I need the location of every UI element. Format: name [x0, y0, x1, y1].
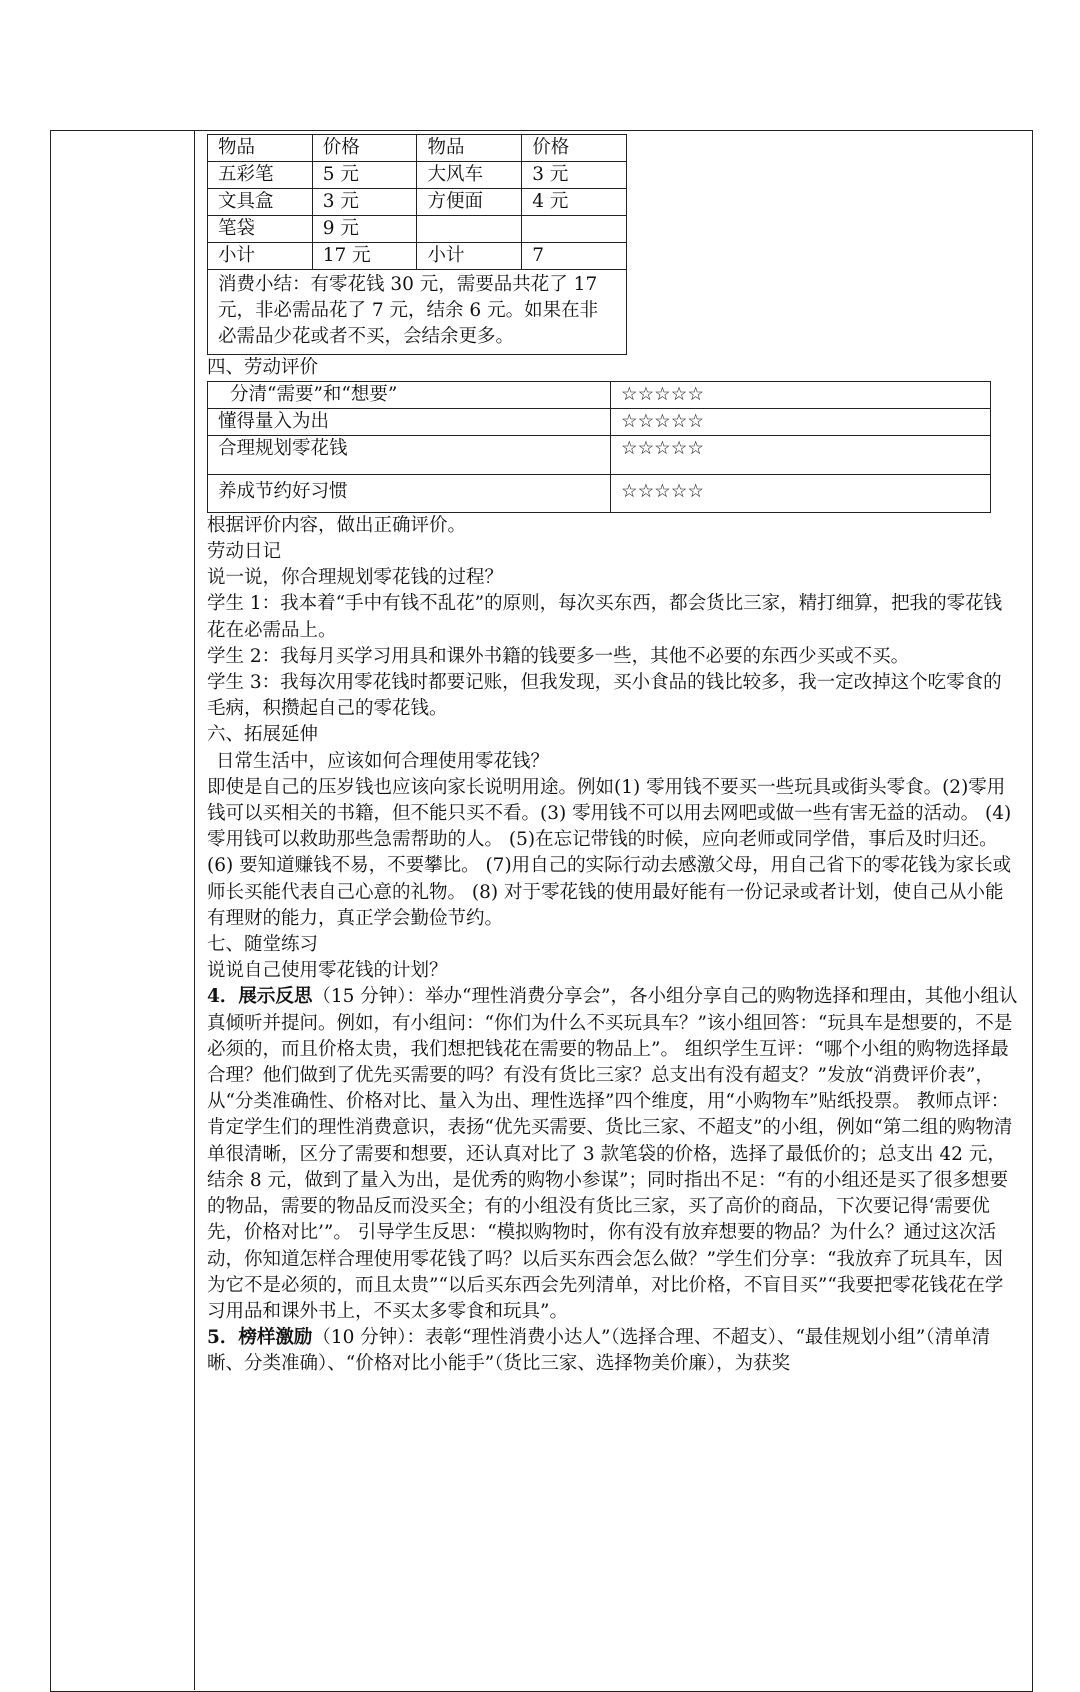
table-cell: 9 元	[312, 216, 417, 243]
eval-stars: ☆☆☆☆☆	[611, 474, 991, 512]
table-cell: 小计	[208, 243, 313, 270]
step-body: 举办“理性消费分享会”，各小组分享自己的购物选择和理由，其他小组认真倾听并提问。例如，有小组问：“你们为什么不买玩具车？”该小组回答：“玩具车是想要的，不是必须的，而且价格太贵，我们想把钱花在需要的物品上”。 组织学生互评：“哪个小组的购物选择最合理？他们做到了优先买需要的吗？有没有货比三家？总支出有没有超支？”发放“消费评价表”，从“分类准确性、价格对比、量入为出、理性选择”四个维度，用“小购物车”贴纸投票。 教师点评：肯定学生们的理性消费意识，表扬“优先买需要、货比三家、不超支”的小组，例如“第二组的购物清单很清晰，区分了需要和想要，还认真对比了 3 款笔袋的价格，选择了最低价的；总支出 42 元，结余 8 元，做到了量入为出，是优秀的购物小参谋”；同时指出不足：“有的小组还是买了很多想要的物品，需要的物品反而没买全；有的小组没有货比三家，买了高价的商品，下次要记得‘需要优先，价格对比’”。 引导学生反思：“模拟购物时，你有没有放弃想要的物品？为什么？通过这次活动，你知道怎样合理使用零花钱了吗？以后买东西会怎么做？”学生们分享：“我放弃了玩具车，因为它不是必须的，而且太贵”“以后买东西会先列清单，对比价格，不盲目买”“我要把零花钱花在学习用品和课外书上，不买太多零食和玩具”。	[207, 986, 1018, 1322]
section-title: 七、随堂练习	[207, 934, 319, 956]
step-time: （10 分钟）：	[312, 1327, 426, 1349]
student-answer: 学生 3：我每次用零花钱时都要记账，但我发现，买小食品的钱比较多，我一定改掉这个吃零食的毛病，积攒起自己的零花钱。	[207, 672, 1002, 720]
step-body: 表彰“理性消费小达人”（选择合理、不超支）、“最佳规划小组”（清单清晰、分类准确）、“价格对比小能手”（货比三家、选择物美价廉），为获奖	[207, 1327, 991, 1375]
lesson-content	[207, 134, 1019, 1378]
table-row	[208, 435, 991, 474]
price-table	[207, 134, 627, 355]
table-row	[208, 189, 627, 216]
student-answer: 学生 2：我每月买学习用具和课外书籍的钱要多一些，其他不必要的东西少买或不买。	[207, 645, 910, 667]
table-cell: 方便面	[417, 189, 522, 216]
table-header: 物品	[208, 135, 313, 162]
table-cell: 17 元	[312, 243, 417, 270]
table-cell: 五彩笔	[208, 162, 313, 189]
table-cell	[522, 216, 627, 243]
section-question: 说说自己使用零花钱的计划？	[207, 960, 448, 982]
eval-stars: ☆☆☆☆☆	[611, 381, 991, 408]
table-row	[208, 162, 627, 189]
section-title: 六、拓展延伸	[207, 724, 319, 746]
section-title: 四、劳动评价	[207, 356, 319, 378]
evaluation-table	[207, 381, 991, 513]
table-row	[208, 243, 627, 270]
table-cell: 3 元	[312, 189, 417, 216]
section-question: 日常生活中，应该如何合理使用零花钱？	[216, 750, 550, 772]
eval-note: 根据评价内容，做出正确评价。	[207, 514, 467, 536]
table-row	[208, 135, 627, 162]
eval-stars: ☆☆☆☆☆	[611, 435, 991, 474]
table-header: 价格	[522, 135, 627, 162]
table-row	[208, 474, 991, 512]
diary-title: 劳动日记	[207, 541, 282, 563]
eval-item: 懂得量入为出	[208, 408, 611, 435]
table-header: 物品	[417, 135, 522, 162]
step-5-paragraph	[207, 1325, 1019, 1377]
table-cell: 3 元	[522, 162, 627, 189]
table-cell: 5 元	[312, 162, 417, 189]
table-cell: 大风车	[417, 162, 522, 189]
eval-item: 合理规划零花钱	[208, 435, 611, 474]
eval-item: 养成节约好习惯	[208, 474, 611, 512]
diary-question: 说一说，你合理规划零花钱的过程？	[207, 567, 504, 589]
table-cell: 笔袋	[208, 216, 313, 243]
table-row	[208, 408, 991, 435]
table-cell: 4 元	[522, 189, 627, 216]
consumption-summary: 消费小结：有零花钱 30 元，需要品共花了 17 元，非必需品花了 7 元，结余 6 元。如果在非必需品少花或者不买，会结余更多。	[208, 270, 627, 355]
student-answer: 学生 1：我本着“手中有钱不乱花”的原则，每次买东西，都会货比三家，精打细算，把我的零花钱花在必需品上。	[207, 593, 1003, 641]
table-cell: 小计	[417, 243, 522, 270]
step-4-paragraph	[207, 984, 1019, 1325]
eval-item: 分清“需要”和“想要”	[208, 381, 611, 408]
table-cell	[417, 216, 522, 243]
eval-stars: ☆☆☆☆☆	[611, 408, 991, 435]
table-row	[208, 216, 627, 243]
table-row	[208, 381, 991, 408]
table-header: 价格	[312, 135, 417, 162]
table-cell: 文具盒	[208, 189, 313, 216]
step-heading: 5．榜样激励	[207, 1327, 313, 1349]
step-time: （15 分钟）：	[312, 986, 426, 1008]
section-body: 即使是自己的压岁钱也应该向家长说明用途。例如(1) 零用钱不要买一些玩具或街头零食。(2)零用钱可以买相关的书籍，但不能只买不看。(3) 零用钱不可以用去网吧或做一些有害无益的活动。 (4) 零用钱可以救助那些急需帮助的人。 (5)在忘记带钱的时候，应向老师或同学借，事后及时归还。 (6) 要知道赚钱不易，不要攀比。 (7)用自己的实际行动去感激父母，用自己省下的零花钱为家长或师长买能代表自己心意的礼物。 (8) 对于零花钱的使用最好能有一份记录或者计划，使自己从小能有理财的能力，真正学会勤俭节约。	[207, 776, 1012, 929]
step-heading: 4．展示反思	[207, 986, 313, 1008]
table-cell: 7	[522, 243, 627, 270]
column-divider	[194, 130, 195, 1690]
table-row	[208, 270, 627, 355]
